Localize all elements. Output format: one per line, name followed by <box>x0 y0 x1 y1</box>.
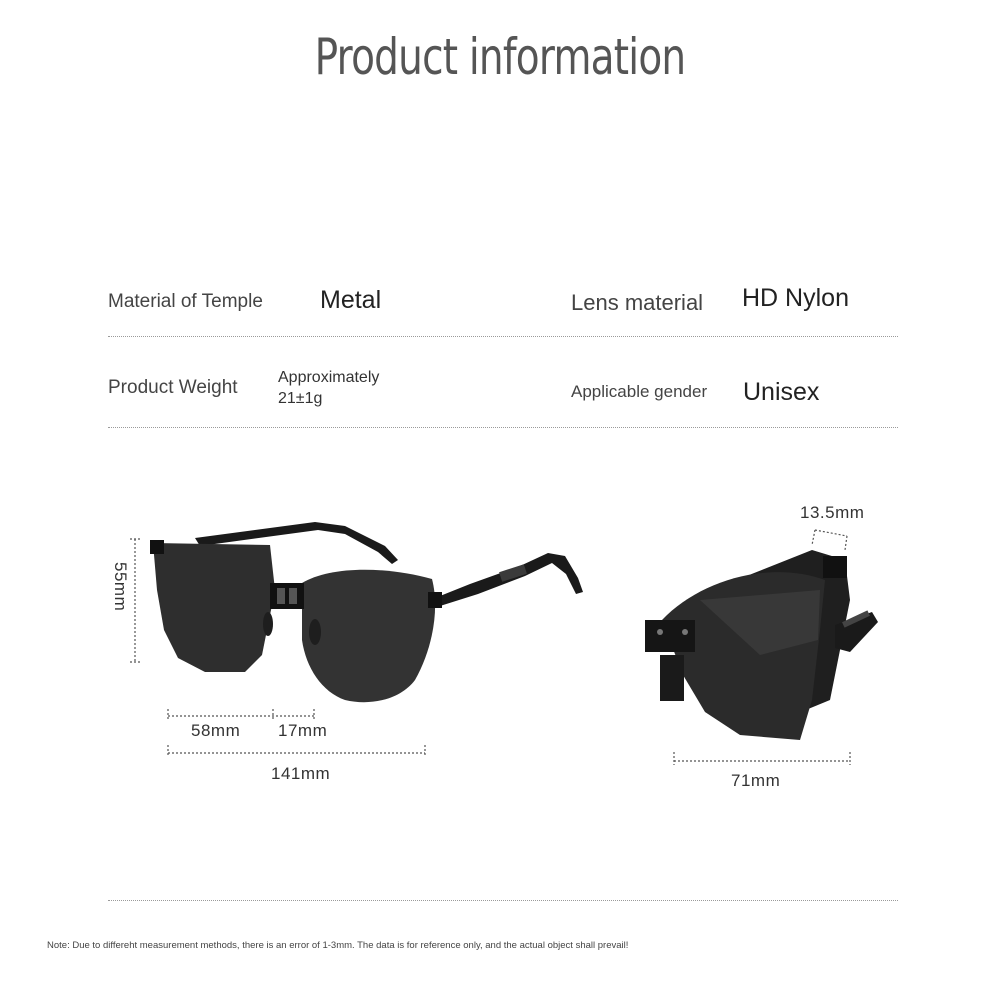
weight-value-line-2: 21±1g <box>278 390 323 407</box>
temple-material-value: Metal <box>320 286 382 314</box>
folded-thickness-label: 13.5mm <box>800 503 865 522</box>
folded-width-label: 71mm <box>731 771 781 790</box>
lens-width-label: 58mm <box>191 721 241 740</box>
height-dimension-label: 55mm <box>111 562 130 612</box>
weight-value-line-1: Approximately <box>278 369 380 386</box>
temple-material-label: Material of Temple <box>108 291 263 312</box>
page-title: Product information <box>314 28 686 86</box>
applicable-gender-label: Applicable gender <box>571 382 708 401</box>
lens-material-value: HD Nylon <box>742 284 849 312</box>
product-weight-label: Product Weight <box>108 377 238 398</box>
folded-view-sunglasses <box>645 550 878 740</box>
total-width-label: 141mm <box>271 764 331 783</box>
applicable-gender-value: Unisex <box>743 378 820 406</box>
lens-material-label: Lens material <box>571 290 704 315</box>
divider-footer <box>108 900 898 901</box>
front-view-sunglasses <box>150 522 583 702</box>
bridge-width-label: 17mm <box>278 721 328 740</box>
measurement-note: Note: Due to differeht measurement methods, there is an error of 1-3mm. The data is for reference only, and the actual object shall prevail! <box>47 940 629 951</box>
